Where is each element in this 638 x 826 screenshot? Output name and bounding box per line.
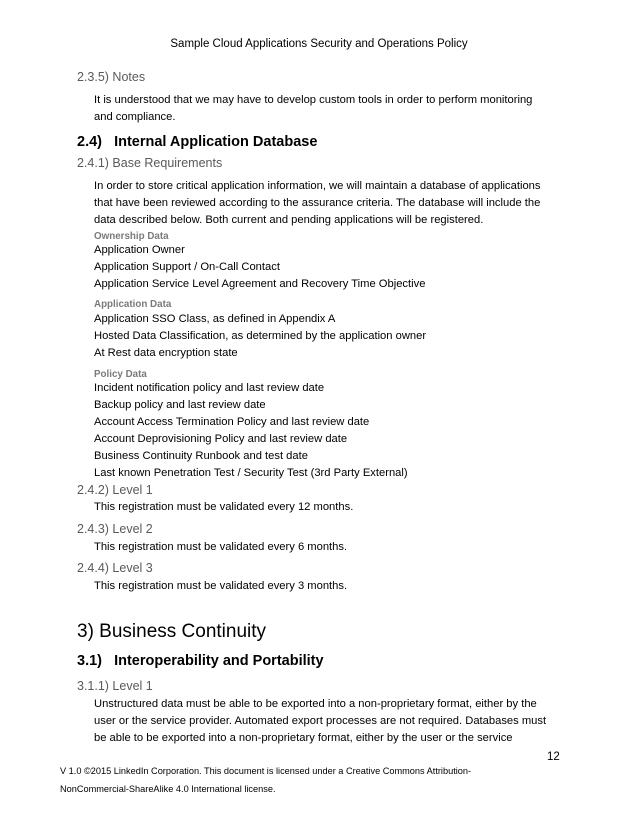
section-2-4-4-heading: 2.4.4) Level 3 bbox=[77, 561, 153, 575]
text-line: Unstructured data must be able to be exported into a non-proprietary format, either by the bbox=[94, 698, 537, 710]
section-2-4-3-heading: 2.4.3) Level 2 bbox=[77, 522, 153, 536]
list-item: Business Continuity Runbook and test date bbox=[94, 450, 308, 462]
section-2-4-1-body bbox=[94, 178, 541, 229]
page-number: 12 bbox=[547, 751, 560, 763]
section-2-4-3-body: This registration must be validated every 6 months. bbox=[94, 541, 348, 553]
section-2-4-heading: 2.4) Internal Application Database bbox=[77, 134, 318, 150]
text-line: that have been reviewed according to the assurance criteria. The database will include the bbox=[94, 197, 541, 209]
policy-data-list bbox=[94, 380, 408, 482]
section-3-1-heading: 3.1) Interoperability and Portability bbox=[77, 653, 324, 669]
list-item: Application Support / On-Call Contact bbox=[94, 261, 280, 273]
section-2-4-2-heading: 2.4.2) Level 1 bbox=[77, 483, 153, 497]
policy-data-title: Policy Data bbox=[94, 369, 147, 380]
list-item: Application Service Level Agreement and Recovery Time Objective bbox=[94, 278, 426, 290]
text-line: be able to be exported into a non-proprietary format, either by the user or the service bbox=[94, 732, 513, 744]
text-line: It is understood that we may have to develop custom tools in order to perform monitoring bbox=[94, 94, 533, 106]
list-item: Last known Penetration Test / Security Test (3rd Party External) bbox=[94, 467, 408, 479]
page-header: Sample Cloud Applications Security and Operations Policy bbox=[170, 38, 468, 50]
page-footer bbox=[60, 762, 471, 798]
ownership-data-title: Ownership Data bbox=[94, 231, 169, 242]
list-item: Incident notification policy and last review date bbox=[94, 382, 325, 394]
list-item: Account Deprovisioning Policy and last review date bbox=[94, 433, 348, 445]
list-item: Backup policy and last review date bbox=[94, 399, 266, 411]
list-item: Hosted Data Classification, as determined by the application owner bbox=[94, 330, 427, 342]
application-data-list bbox=[94, 311, 426, 362]
section-2-4-4-body: This registration must be validated every 3 months. bbox=[94, 580, 348, 592]
footer-license-line: V 1.0 ©2015 LinkedIn Corporation. This document is licensed under a Creative Commons Attribution- bbox=[60, 766, 472, 776]
list-item: Application SSO Class, as defined in Appendix A bbox=[94, 313, 336, 325]
list-item: Account Access Termination Policy and last review date bbox=[94, 416, 370, 428]
section-2-3-5-body bbox=[94, 92, 532, 126]
ownership-data-list bbox=[94, 242, 425, 293]
text-line: and compliance. bbox=[94, 111, 176, 123]
list-item: Application Owner bbox=[94, 244, 185, 256]
section-2-3-5-heading: 2.3.5) Notes bbox=[77, 70, 146, 84]
section-3-heading: 3) Business Continuity bbox=[77, 621, 267, 642]
section-2-4-1-heading: 2.4.1) Base Requirements bbox=[77, 156, 223, 170]
text-line: data described below. Both current and pending applications will be registered. bbox=[94, 214, 484, 226]
application-data-title: Application Data bbox=[94, 299, 172, 310]
section-3-1-1-body bbox=[94, 696, 546, 747]
list-item: At Rest data encryption state bbox=[94, 347, 238, 359]
text-line: In order to store critical application information, we will maintain a database of applications bbox=[94, 180, 541, 192]
section-3-1-1-heading: 3.1.1) Level 1 bbox=[77, 679, 153, 693]
section-2-4-2-body: This registration must be validated every 12 months. bbox=[94, 501, 354, 513]
footer-license-line: NonCommercial-ShareAlike 4.0 International license. bbox=[60, 784, 276, 794]
text-line: user or the service provider. Automated export processes are not required. Databases must bbox=[94, 715, 547, 727]
